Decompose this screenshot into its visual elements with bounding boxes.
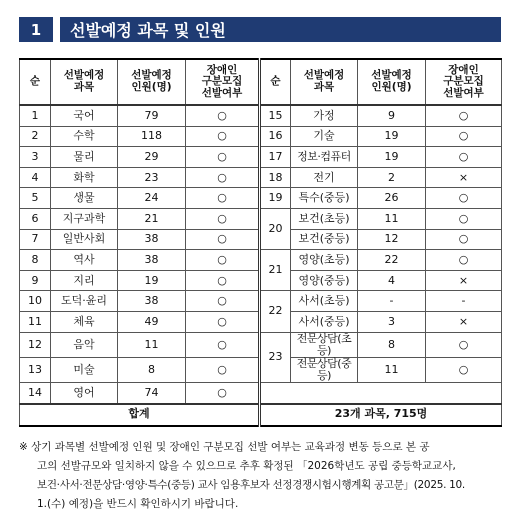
row-number: 9 [20,270,51,291]
row-number: 4 [20,167,51,188]
subject-name: 지구과학 [51,208,118,229]
table-row [20,167,502,188]
header-count: 선발예정 인원(명) [118,59,186,105]
subject-name: 영양(초등) [291,250,358,271]
footnote-line: 1.(수) 예정)을 반드시 확인하시기 바랍니다. [37,498,239,510]
header-num: 순 [20,59,51,105]
disability-mark: ○ [186,126,260,147]
recruit-count: 38 [118,229,186,250]
disability-mark: × [426,270,502,291]
disability-mark: ○ [186,105,260,126]
subject-name: 체육 [51,311,118,332]
subject-name: 물리 [51,147,118,168]
recruit-count: 11 [118,332,186,357]
row-number: 11 [20,311,51,332]
recruit-count: 8 [358,332,426,357]
disability-mark: ○ [426,357,502,382]
header-disability-right: 장애인 구분모집 선발여부 [426,59,502,105]
recruit-count: 12 [358,229,426,250]
disability-mark: - [426,291,502,312]
row-number: 6 [20,208,51,229]
subject-name: 가정 [291,105,358,126]
header-subject: 선발예정 과목 [51,59,118,105]
subject-name: 사서(초등) [291,291,358,312]
disability-mark: ○ [186,332,260,357]
row-number: 22 [260,291,291,332]
disability-mark: ○ [426,105,502,126]
subject-name: 영어 [51,382,118,403]
recruit-count: 8 [118,357,186,382]
disability-mark: ○ [186,188,260,209]
row-number: 8 [20,250,51,271]
total-value: 23개 과목, 715명 [260,404,502,426]
section-number: 1 [19,17,53,42]
subject-name: 전문상담(초등) [291,332,358,357]
disability-mark: ○ [186,208,260,229]
disability-mark: ○ [426,250,502,271]
disability-mark: ○ [186,250,260,271]
disability-mark: ○ [426,126,502,147]
recruit-count: 2 [358,167,426,188]
row-number: 7 [20,229,51,250]
table-row [20,126,502,147]
disability-mark: ○ [186,357,260,382]
recruit-count: 74 [118,382,186,403]
subject-name: 전기 [291,167,358,188]
total-row [20,404,502,426]
row-number: 21 [260,250,291,291]
disability-mark: × [426,311,502,332]
recruit-count: 49 [118,311,186,332]
table-row [20,291,502,312]
subject-name: 보건(초등) [291,208,358,229]
recruit-count: 38 [118,291,186,312]
subject-name: 정보·컴퓨터 [291,147,358,168]
row-number: 1 [20,105,51,126]
row-number: 16 [260,126,291,147]
recruit-count: 11 [358,357,426,382]
row-number: 5 [20,188,51,209]
disability-mark: ○ [186,167,260,188]
recruit-count: 11 [358,208,426,229]
disability-mark: ○ [426,332,502,357]
subject-name: 도덕·윤리 [51,291,118,312]
disability-mark: ○ [186,291,260,312]
header-subject-right: 선발예정 과목 [291,59,358,105]
row-number: 3 [20,147,51,168]
subject-name: 보건(중등) [291,229,358,250]
subject-name: 일반사회 [51,229,118,250]
table-row [20,147,502,168]
header-disability: 장애인 구분모집 선발여부 [186,59,260,105]
recruit-count: 79 [118,105,186,126]
row-number: 12 [20,332,51,357]
disability-mark: × [426,167,502,188]
disability-mark: ○ [426,208,502,229]
row-number: 13 [20,357,51,382]
subject-name: 음악 [51,332,118,357]
disability-mark: ○ [186,382,260,403]
disability-mark: ○ [426,188,502,209]
recruit-count: 9 [358,105,426,126]
subject-name: 역사 [51,250,118,271]
row-number: 20 [260,208,291,249]
subject-name: 생물 [51,188,118,209]
recruit-count: 23 [118,167,186,188]
table-row [20,208,502,229]
table-row [20,332,502,357]
subject-name: 화학 [51,167,118,188]
row-number: 19 [260,188,291,209]
row-number: 15 [260,105,291,126]
row-number: 14 [20,382,51,403]
table-row [20,250,502,271]
subject-name: 특수(중등) [291,188,358,209]
recruit-count: 26 [358,188,426,209]
table-row [20,188,502,209]
empty-cell [260,382,502,403]
recruit-count: 24 [118,188,186,209]
recruit-count: 4 [358,270,426,291]
table-row [20,105,502,126]
disability-mark: ○ [426,229,502,250]
subject-name: 국어 [51,105,118,126]
row-number: 18 [260,167,291,188]
recruit-count: 19 [118,270,186,291]
subject-name: 영양(중등) [291,270,358,291]
header-count-right: 선발예정 인원(명) [358,59,426,105]
footnote-line: ※ 상기 과목별 선발예정 인원 및 장애인 구분모집 선발 여부는 교육과정 변동 등으로 본 공 [19,441,430,453]
disability-mark: ○ [186,147,260,168]
disability-mark: ○ [426,147,502,168]
subject-name: 전문상담(중등) [291,357,358,382]
header-num-right: 순 [260,59,291,105]
footnote-line: 고의 선발규모와 일치하지 않을 수 있으므로 추후 확정된 「2026학년도 공립 중등학교교사, [37,460,456,472]
row-number: 2 [20,126,51,147]
subject-name: 수학 [51,126,118,147]
table-row [20,382,502,403]
subject-name: 사서(중등) [291,311,358,332]
row-number: 23 [260,332,291,382]
header-row [20,59,502,105]
footnote-line: 보건·사서·전문상담·영양·특수(중등) 교사 임용후보자 선정경쟁시험시행계획 공고문」(2025. 10. [37,479,465,491]
recruit-count: 21 [118,208,186,229]
recruit-count: 38 [118,250,186,271]
row-number: 10 [20,291,51,312]
footnote [19,438,504,514]
section-header [19,17,501,42]
total-label: 합계 [20,404,260,426]
recruit-count: 22 [358,250,426,271]
disability-mark: ○ [186,229,260,250]
disability-mark: ○ [186,311,260,332]
disability-mark: ○ [186,270,260,291]
subjects-table [19,58,502,427]
recruit-count: 3 [358,311,426,332]
recruit-count: 19 [358,126,426,147]
subject-name: 지리 [51,270,118,291]
recruit-count: 29 [118,147,186,168]
recruit-count: 118 [118,126,186,147]
subject-name: 미술 [51,357,118,382]
subject-name: 기술 [291,126,358,147]
section-title: 선발예정 과목 및 인원 [60,17,501,42]
recruit-count: 19 [358,147,426,168]
recruit-count: - [358,291,426,312]
row-number: 17 [260,147,291,168]
